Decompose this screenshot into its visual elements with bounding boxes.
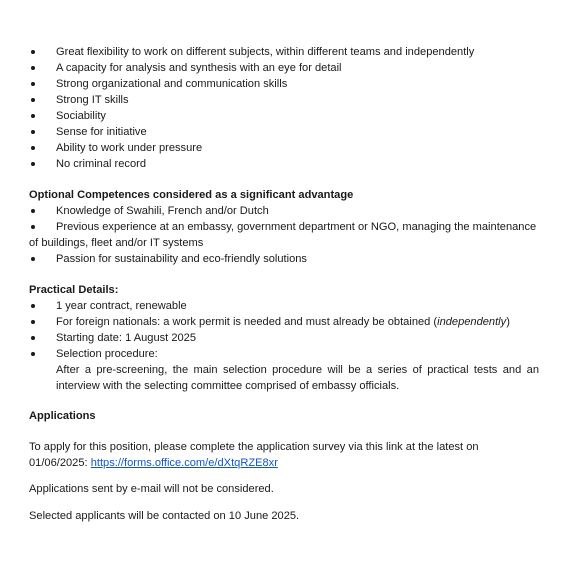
email-note-paragraph [29, 481, 539, 497]
practical-heading: Practical Details: [29, 284, 119, 296]
foreign-suffix: ) [506, 316, 510, 328]
practical-list [29, 298, 539, 394]
application-survey-link[interactable]: https://forms.office.com/e/dXtqRZE8xr [90, 457, 278, 469]
apply-paragraph [29, 439, 499, 471]
optional-list [29, 203, 539, 267]
list-item [29, 314, 539, 330]
list-item: Sense for initiative [29, 124, 539, 140]
list-item: Previous experience at an embassy, government department or NGO, managing the maintenance of buildings, fleet and/or IT systems [29, 219, 539, 251]
list-item: 1 year contract, renewable [29, 298, 539, 314]
list-item: A capacity for analysis and synthesis with an eye for detail [29, 60, 539, 76]
optional-heading: Optional Competences considered as a significant advantage [29, 189, 354, 201]
email-note: Applications sent by e-mail will not be considered. [29, 483, 274, 495]
foreign-prefix: For foreign nationals: a work permit is needed and must already be obtained ( [56, 316, 438, 328]
foreign-italic: independently [437, 316, 507, 328]
list-item: Knowledge of Swahili, French and/or Dutch [29, 203, 539, 219]
list-item: Starting date: 1 August 2025 [29, 330, 539, 346]
list-item: Strong IT skills [29, 92, 539, 108]
selection-label: Selection procedure: [56, 348, 158, 360]
list-item: Passion for sustainability and eco-friendly solutions [29, 251, 539, 267]
optional-section [29, 187, 539, 267]
list-item: Strong organizational and communication skills [29, 76, 539, 92]
practical-section [29, 282, 539, 394]
selection-detail: After a pre-screening, the main selection procedure will be a series of practical tests and an interview with the selecting committee comprised of embassy officials. [56, 364, 539, 392]
contact-note-paragraph [29, 508, 539, 524]
contact-note: Selected applicants will be contacted on 10 June 2025. [29, 510, 300, 522]
applications-heading: Applications [29, 410, 96, 422]
skills-list [29, 44, 539, 172]
list-item: Sociability [29, 108, 539, 124]
apply-text: To apply for this position, please complete the application survey via this link at the latest on 01/06/2025: [29, 441, 479, 469]
skills-section [29, 44, 539, 172]
list-item: Ability to work under pressure [29, 140, 539, 156]
list-item [29, 346, 539, 394]
list-item: Great flexibility to work on different subjects, within different teams and independently [29, 44, 539, 60]
applications-section [29, 408, 539, 424]
list-item: No criminal record [29, 156, 539, 172]
